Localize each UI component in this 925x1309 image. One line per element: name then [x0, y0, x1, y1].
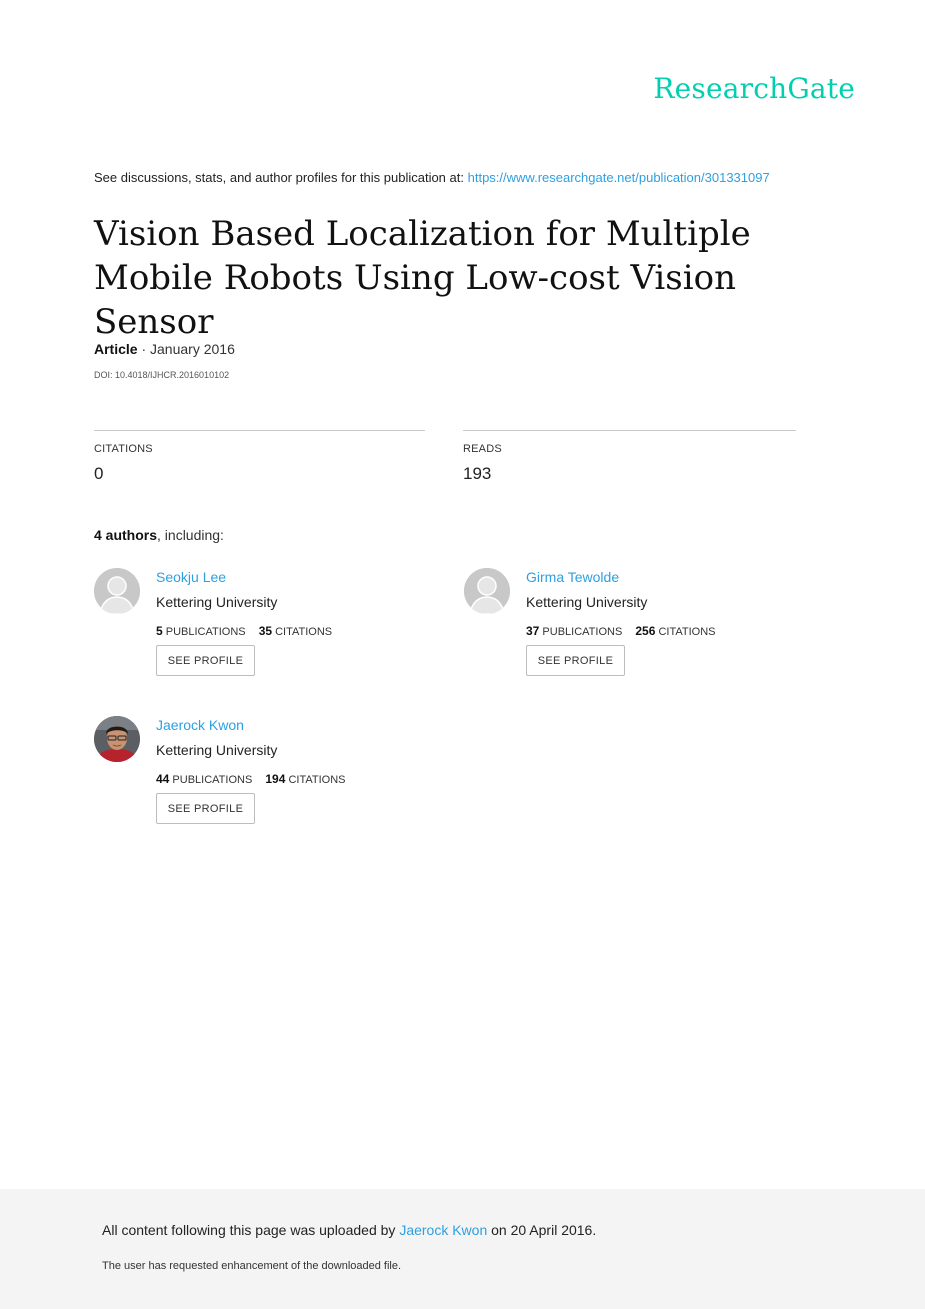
citations-count: 35 [258, 624, 273, 638]
publication-link[interactable]: https://www.researchgate.net/publication/301331097 [467, 170, 770, 185]
citations-label: CITATIONS [275, 626, 333, 638]
upload-prefix: All content following this page was uploaded by [102, 1222, 396, 1238]
author-stats [156, 772, 346, 786]
reads-divider [463, 430, 796, 431]
publication-type: Article [94, 341, 138, 357]
author-institution: Kettering University [156, 742, 278, 758]
citations-value: 0 [94, 464, 104, 483]
publications-label: PUBLICATIONS [172, 774, 253, 786]
upload-note [102, 1222, 596, 1238]
publication-title: Vision Based Localization for Multiple Mobile Robots Using Low-cost Vision Sensor [94, 214, 751, 342]
doi: DOI: 10.4018/IJHCR.2016010102 [94, 370, 230, 380]
researchgate-logo[interactable]: ResearchGate [653, 72, 855, 105]
publication-date: · January 2016 [141, 341, 235, 357]
request-note: The user has requested enhancement of the downloaded file. [102, 1260, 402, 1272]
author-name[interactable]: Jaerock Kwon [156, 717, 244, 733]
author-card [94, 568, 454, 698]
reads-value: 193 [463, 464, 492, 483]
reads-label: READS [463, 443, 502, 455]
author-name[interactable]: Girma Tewolde [526, 569, 620, 585]
see-profile-button[interactable]: SEE PROFILE [156, 645, 255, 676]
author-stats [156, 624, 332, 638]
see-profile-button[interactable]: SEE PROFILE [156, 793, 255, 824]
citations-count: 256 [635, 624, 656, 638]
default-avatar-icon[interactable] [94, 568, 140, 614]
authors-suffix: , including: [157, 527, 224, 543]
see-profile-button[interactable]: SEE PROFILE [526, 645, 625, 676]
upload-suffix: on 20 April 2016. [491, 1222, 597, 1238]
publications-label: PUBLICATIONS [542, 626, 623, 638]
author-card [464, 568, 824, 698]
citations-label: CITATIONS [658, 626, 716, 638]
citations-label: CITATIONS [94, 443, 153, 455]
discussion-line [94, 170, 770, 185]
uploader-link[interactable]: Jaerock Kwon [399, 1222, 488, 1238]
publications-count: 37 [526, 624, 540, 638]
authors-count: 4 authors [94, 527, 158, 543]
footer [0, 1189, 925, 1309]
publications-count: 44 [156, 772, 170, 786]
author-stats [526, 624, 716, 638]
citations-divider [94, 430, 425, 431]
citations-label: CITATIONS [288, 774, 346, 786]
author-card [94, 716, 454, 846]
photo-avatar[interactable] [94, 716, 140, 762]
author-institution: Kettering University [526, 594, 648, 610]
author-institution: Kettering University [156, 594, 278, 610]
default-avatar-icon[interactable] [464, 568, 510, 614]
authors-heading [94, 527, 224, 543]
discussion-text: See discussions, stats, and author profiles for this publication at: [94, 170, 464, 185]
publications-count: 5 [156, 624, 163, 638]
publications-label: PUBLICATIONS [165, 626, 246, 638]
author-name[interactable]: Seokju Lee [156, 569, 227, 585]
publication-meta [94, 341, 235, 357]
citations-count: 194 [265, 772, 286, 786]
